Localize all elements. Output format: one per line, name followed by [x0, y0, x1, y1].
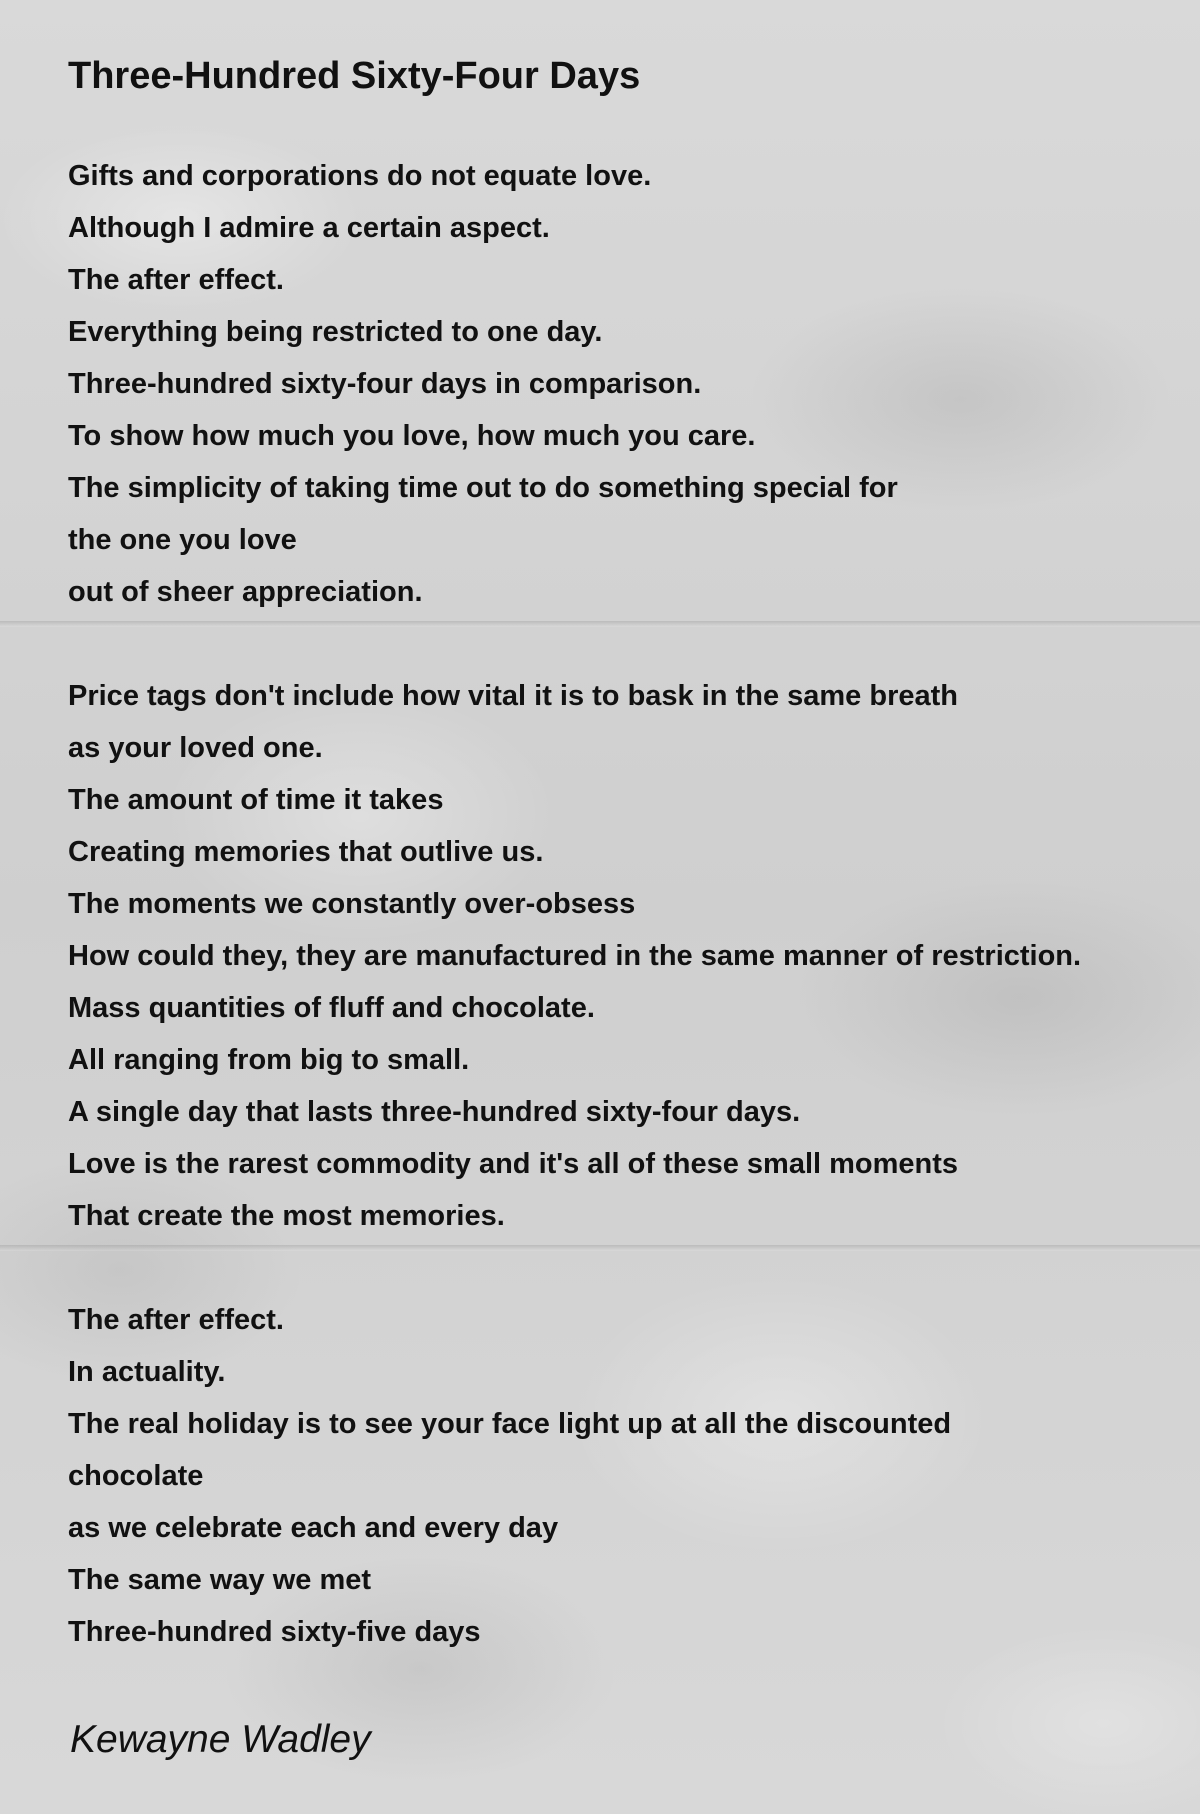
poem-line: The real holiday is to see your face light up at all the discounted — [68, 1408, 952, 1440]
poem-line: chocolate — [68, 1460, 204, 1492]
poem-line: the one you love — [68, 524, 297, 556]
background-divider-band — [0, 1245, 1200, 1251]
poem-line: Three-hundred sixty-five days — [68, 1616, 481, 1648]
poem-author: Kewayne Wadley — [70, 1718, 371, 1761]
poem-line: That create the most memories. — [68, 1200, 505, 1232]
poem-line: To show how much you love, how much you care. — [68, 420, 756, 452]
poem-line: Gifts and corporations do not equate love. — [68, 160, 652, 192]
poem-line: All ranging from big to small. — [68, 1044, 470, 1076]
poem-line: The after effect. — [68, 264, 284, 296]
poem-line: The amount of time it takes — [68, 784, 444, 816]
poem-line: Love is the rarest commodity and it's all of these small moments — [68, 1148, 959, 1180]
poem-line: Everything being restricted to one day. — [68, 316, 603, 348]
poem-line: In actuality. — [68, 1356, 226, 1388]
stanza-1 — [68, 150, 898, 618]
poem-line: Creating memories that outlive us. — [68, 836, 544, 868]
background-divider-band — [0, 621, 1200, 627]
poem-title: Three-Hundred Sixty-Four Days — [68, 55, 641, 97]
poem-line: The moments we constantly over-obsess — [68, 888, 636, 920]
poem-line: as your loved one. — [68, 732, 323, 764]
poem-line: How could they, they are manufactured in the same manner of restriction. — [68, 940, 1082, 972]
stanza-2 — [68, 670, 1081, 1242]
poem-line: Mass quantities of fluff and chocolate. — [68, 992, 595, 1024]
poem-line: A single day that lasts three-hundred sixty-four days. — [68, 1096, 801, 1128]
poem-line: as we celebrate each and every day — [68, 1512, 559, 1544]
poem-line: Although I admire a certain aspect. — [68, 212, 550, 244]
poem-line: The same way we met — [68, 1564, 372, 1596]
poem-line: The simplicity of taking time out to do something special for — [68, 472, 898, 504]
stanza-3 — [68, 1294, 951, 1658]
poem-line: The after effect. — [68, 1304, 284, 1336]
poem-line: out of sheer appreciation. — [68, 576, 423, 608]
poem-line: Three-hundred sixty-four days in comparison. — [68, 368, 702, 400]
poem-line: Price tags don't include how vital it is to bask in the same breath — [68, 680, 958, 712]
